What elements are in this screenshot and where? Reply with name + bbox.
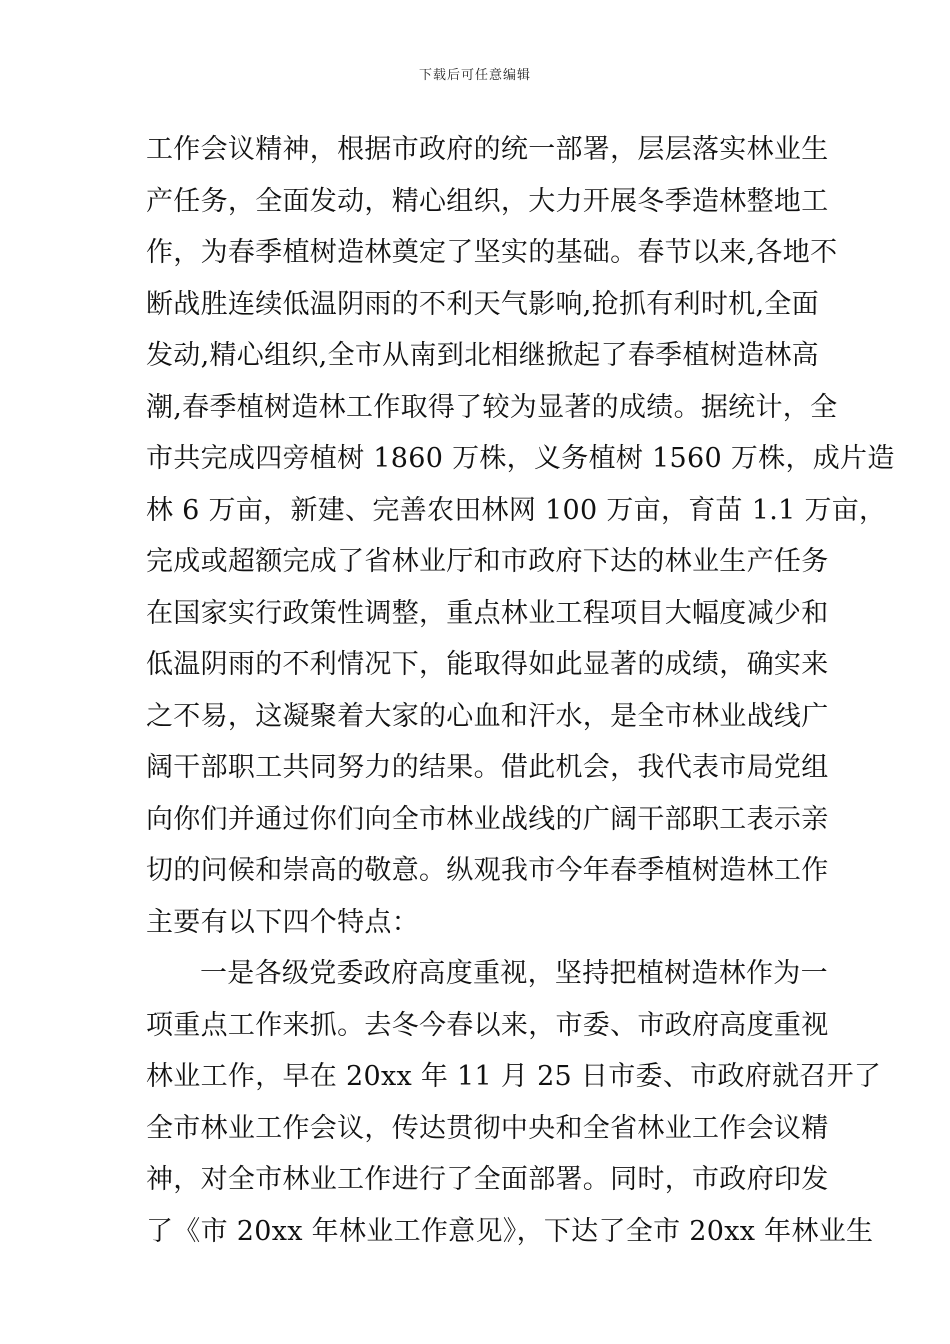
- text-line: 了《市 20xx 年林业工作意见》，下达了全市 20xx 年林业生: [146, 1215, 874, 1247]
- text-line: 潮,春季植树造林工作取得了较为显著的成绩。据统计，全: [146, 391, 838, 423]
- paragraph-first-line: 一是各级党委政府高度重视，坚持把植树造林作为一: [200, 958, 828, 989]
- text-line: 工作会议精神，根据市政府的统一部署，层层落实林业生: [146, 134, 829, 165]
- text-line: 断战胜连续低温阴雨的不利天气影响,抢抓有利时机,全面: [146, 288, 819, 320]
- document-body: [146, 124, 895, 1257]
- text-line: 完成或超额完成了省林业厅和市政府下达的林业生产任务: [146, 546, 829, 577]
- text-line: 林 6 万亩，新建、完善农田林网 100 万亩，育苗 1.1 万亩，: [146, 494, 887, 526]
- text-line: 在国家实行政策性调整，重点林业工程项目大幅度减少和: [146, 597, 829, 629]
- text-line: 主要有以下四个特点：: [146, 906, 419, 938]
- text-line: 低温阴雨的不利情况下，能取得如此显著的成绩，确实来: [146, 649, 829, 680]
- text-line: 之不易，这凝聚着大家的心血和汗水，是全市林业战线广: [146, 700, 829, 732]
- text-line: 作，为春季植树造林奠定了坚实的基础。春节以来,各地不: [146, 237, 838, 268]
- text-line: 切的问候和崇高的敬意。纵观我市今年春季植树造林工作: [146, 855, 829, 886]
- text-line: 林业工作，早在 20xx 年 11 月 25 日市委、市政府就召开了: [146, 1061, 882, 1092]
- text-line: 项重点工作来抓。去冬今春以来，市委、市政府高度重视: [146, 1009, 829, 1041]
- text-line: 向你们并通过你们向全市林业战线的广阔干部职工表示亲: [146, 803, 829, 835]
- text-line: 阔干部职工共同努力的结果。借此机会，我代表市局党组: [146, 752, 829, 783]
- text-line: 产任务，全面发动，精心组织，大力开展冬季造林整地工: [146, 185, 829, 217]
- text-line: 神，对全市林业工作进行了全面部署。同时，市政府印发: [146, 1164, 829, 1195]
- page-header: 下载后可任意编辑: [418, 68, 531, 83]
- text-line: 全市林业工作会议，传达贯彻中央和全省林业工作会议精: [146, 1112, 829, 1144]
- text-line: 市共完成四旁植树 1860 万株，义务植树 1560 万株，成片造: [146, 443, 895, 474]
- text-line: 发动,精心组织,全市从南到北相继掀起了春季植树造林高: [146, 340, 819, 371]
